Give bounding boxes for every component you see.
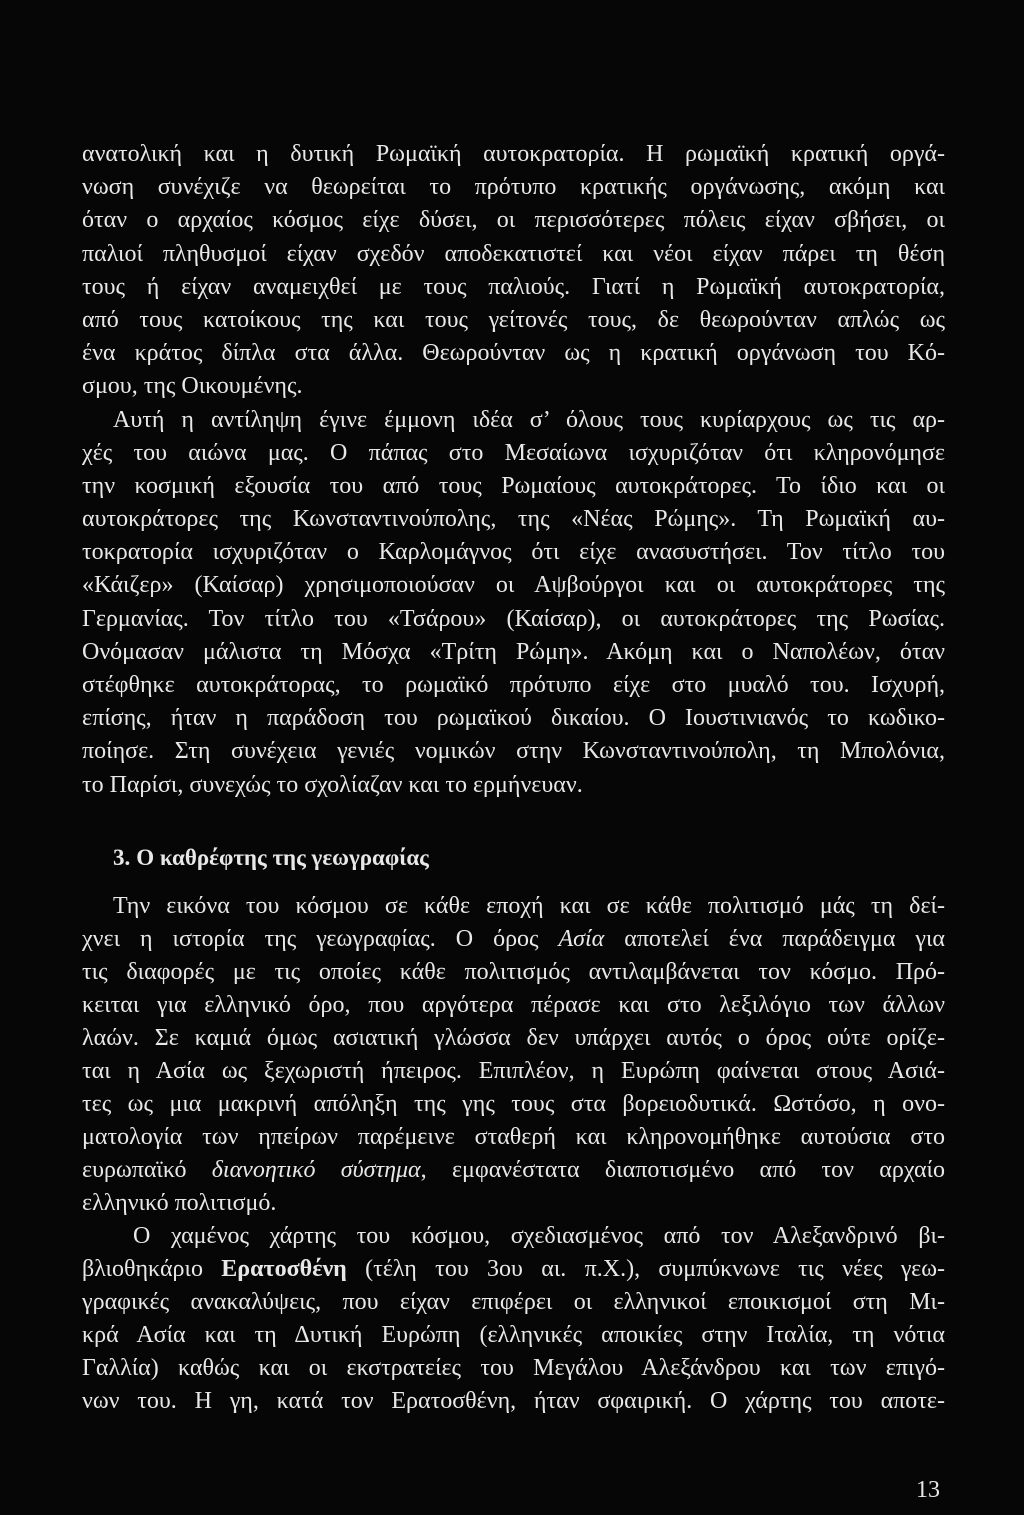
text-line: νων του. Η γη, κατά τον Ερατοσθένη, ήταν σφαιρική. Ο χάρτης του αποτε- [82, 1388, 945, 1414]
text-line [82, 923, 945, 956]
text-line: Ο χαμένος χάρτης του κόσμου, σχεδιασμένος από τον Αλεξανδρινό βι- [133, 1223, 945, 1249]
text-segment: ευρωπαϊκό [82, 1157, 212, 1183]
text-line: Ονόμασαν μάλιστα τη Μόσχα «Τρίτη Ρώμη». Ακόμη και ο Ναπολέων, όταν [82, 638, 945, 665]
text-line: από τους κατοίκους της και τους γείτονές τους, δε θεωρούνταν απλώς ως [82, 306, 945, 333]
italic-term: Ασία [558, 926, 605, 952]
page-number: 13 [916, 1477, 940, 1503]
section-text [82, 890, 945, 1418]
bold-name: Ερατοσθένη [221, 1256, 347, 1282]
text-line: επίσης, ήταν η παράδοση του ρωμαϊκού δικαίου. Ο Ιουστινιανός το κωδικο- [82, 705, 945, 732]
text-segment: βλιοθηκάριο [82, 1256, 222, 1282]
text-line [82, 1253, 945, 1286]
paragraph [82, 1220, 945, 1418]
text-line: χές του αιώνα μας. Ο πάπας στο Μεσαίωνα ισχυριζόταν ότι κληρονόμησε [82, 439, 945, 466]
text-line: λαών. Σε καμιά όμως ασιατική γλώσσα δεν υπάρχει αυτός ο όρος ούτε ορίζε- [82, 1025, 945, 1051]
text-line: τους ή είχαν αναμειχθεί με τους παλιούς. Γιατί η Ρωμαϊκή αυτοκρατορία, [82, 273, 945, 300]
text-line: ματολογία των ηπείρων παρέμεινε σταθερή και κληρονομήθηκε αυτούσια στο [82, 1124, 945, 1150]
section-heading [113, 843, 429, 873]
section-number: 3. [113, 845, 131, 870]
text-line: ποίησε. Στη συνέχεια γενιές νομικών στην Κωνσταντινούπολη, τη Μπολόνια, [82, 738, 945, 765]
text-segment: αποτελεί ένα παράδειγμα για [604, 926, 945, 952]
text-line: όταν ο αρχαίος κόσμος είχε δύσει, οι περισσότερες πόλεις είχαν σβήσει, οι [82, 207, 945, 234]
text-line: Γαλλία) καθώς και οι εκστρατείες του Μεγάλου Αλεξάνδρου και των επιγό- [82, 1355, 945, 1381]
paragraph [82, 890, 945, 1220]
paragraph [82, 138, 945, 404]
text-line: γραφικές ανακαλύψεις, που είχαν επιφέρει οι ελληνικοί εποικισμοί στη Μι- [82, 1289, 945, 1315]
text-line: «Κάιζερ» (Καίσαρ) χρησιμοποιούσαν οι Αψβούργοι και οι αυτοκράτορες της [82, 572, 945, 599]
text-line: το Παρίσι, συνεχώς το σχολίαζαν και το ερμήνευαν. [82, 771, 583, 798]
text-line: κρά Ασία και τη Δυτική Ευρώπη (ελληνικές αποικίες στην Ιταλία, τη νότια [82, 1322, 945, 1348]
text-line: παλιοί πληθυσμοί είχαν σχεδόν αποδεκατιστεί και νέοι είχαν πάρει τη θέση [82, 240, 945, 267]
text-line: κειται για ελληνικό όρο, που αργότερα πέρασε και στο λεξιλόγιο των άλλων [82, 992, 945, 1018]
text-line: τις διαφορές με τις οποίες κάθε πολιτισμός αντιλαμβάνεται τον κόσμο. Πρό- [82, 959, 945, 985]
text-segment: (τέλη του 3ου αι. π.Χ.), συμπύκνωνε τις νέες γεω- [346, 1256, 945, 1282]
text-line: Την εικόνα του κόσμου σε κάθε εποχή και σε κάθε πολιτισμό μάς τη δεί- [113, 893, 945, 919]
italic-term: διανοητικό σύστημα [211, 1157, 421, 1183]
text-segment: , εμφανέστατα διαποτισμένο από τον αρχαίο [420, 1157, 945, 1183]
text-line [82, 1154, 945, 1187]
text-line: αυτοκράτορες της Κωνσταντινούπολης, της «Νέας Ρώμης». Τη Ρωμαϊκή αυ- [82, 506, 945, 533]
text-line: Γερμανίας. Τον τίτλο του «Τσάρου» (Καίσαρ), οι αυτοκράτορες της Ρωσίας. [82, 605, 945, 632]
continued-text [82, 138, 945, 802]
text-line: σμου, της Οικουμένης. [82, 373, 303, 400]
text-line: την κοσμική εξουσία του από τους Ρωμαίους αυτοκράτορες. Το ίδιο και οι [82, 472, 945, 499]
text-line: τοκρατορία ισχυριζόταν ο Καρλομάγνος ότι είχε ανασυστήσει. Τον τίτλο του [82, 539, 945, 566]
text-line: ται η Ασία ως ξεχωριστή ήπειρος. Επιπλέον, η Ευρώπη φαίνεται στους Ασιά- [82, 1058, 945, 1084]
section-title: Ο καθρέφτης της γεωγραφίας [136, 845, 429, 870]
text-line: νωση συνέχιζε να θεωρείται το πρότυπο κρατικής οργάνωσης, ακόμη και [82, 174, 945, 201]
text-line: Αυτή η αντίληψη έγινε έμμονη ιδέα σ’ όλους τους κυρίαρχους ως τις αρ- [113, 406, 945, 433]
text-line: τες ως μια μακρινή απόληξη της γης τους στα βορειοδυτικά. Ωστόσο, η ονο- [82, 1091, 945, 1117]
text-segment: χνει η ιστορία της γεωγραφίας. Ο όρος [82, 926, 559, 952]
text-line: ανατολική και η δυτική Ρωμαϊκή αυτοκρατορία. Η ρωμαϊκή κρατική οργά- [82, 141, 945, 167]
paragraph [82, 404, 945, 802]
text-line: ένα κράτος δίπλα στα άλλα. Θεωρούνταν ως η κρατική οργάνωση του Κό- [82, 340, 945, 367]
text-line: ελληνικό πολιτισμό. [82, 1190, 277, 1216]
text-line: στέφθηκε αυτοκράτορας, το ρωμαϊκό πρότυπο είχε στο μυαλό του. Ισχυρή, [82, 672, 945, 698]
